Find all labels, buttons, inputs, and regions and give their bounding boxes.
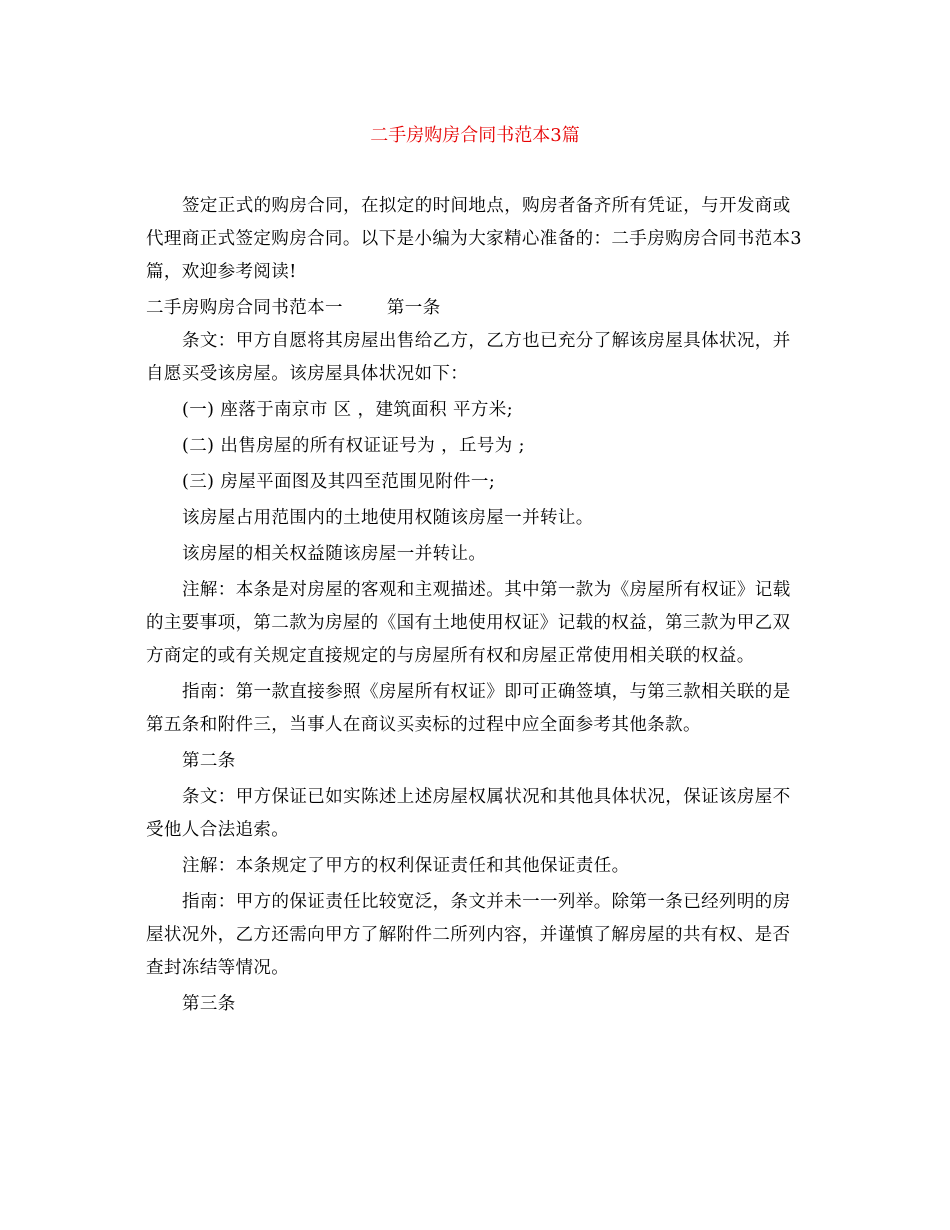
document-title: 二手房购房合同书范本3篇 xyxy=(370,125,580,146)
document-body xyxy=(146,190,806,1024)
section-heading-line xyxy=(146,292,806,325)
article-2-heading: 第二条 xyxy=(182,751,236,771)
article-1-item-1: (一) 座落于南京市 区 ，建筑面积 平方米; xyxy=(182,400,514,420)
article-1-note: 注解：本条是对房屋的客观和主观描述。其中第一款为《房屋所有权证》记载的主要事项，第二款为房屋的《国有土地使用权证》记载的权益，第三款为甲乙双方商定的或有关规定直接规定的与房屋所有权和房屋正常使用相关联的权益。 xyxy=(146,580,791,666)
article-1-heading: 第一条 xyxy=(386,298,441,318)
article-2-note: 注解：本条规定了甲方的权利保证责任和其他保证责任。 xyxy=(182,856,630,876)
article-1-line-4: 该房屋占用范围内的土地使用权随该房屋一并转让。 xyxy=(182,508,594,528)
article-2-text: 条文：甲方保证已如实陈述上述房屋权属状况和其他具体状况，保证该房屋不受他人合法追索。 xyxy=(146,787,791,840)
article-1-line-5: 该房屋的相关权益随该房屋一并转让。 xyxy=(182,544,487,564)
article-3-heading: 第三条 xyxy=(182,994,236,1014)
article-1-item-2: (二) 出售房屋的所有权证证号为 ，丘号为 ; xyxy=(182,436,525,456)
section-heading: 二手房购房合同书范本一 xyxy=(146,298,343,318)
article-2-guide: 指南：甲方的保证责任比较宽泛，条文并未一一列举。除第一条已经列明的房屋状况外，乙方还需向甲方了解附件二所列内容，并谨慎了解房屋的共有权、是否查封冻结等情况。 xyxy=(146,892,791,978)
article-1-text: 条文：甲方自愿将其房屋出售给乙方，乙方也已充分了解该房屋具体状况，并自愿买受该房屋。该房屋具体状况如下： xyxy=(146,331,791,384)
article-1-item-3: (三) 房屋平面图及其四至范围见附件一; xyxy=(182,472,496,492)
intro-paragraph: 签定正式的购房合同，在拟定的时间地点，购房者备齐所有凭证，与开发商或代理商正式签定购房合同。以下是小编为大家精心准备的：二手房购房合同书范本3篇，欢迎参考阅读! xyxy=(146,196,802,282)
article-1-guide: 指南：第一款直接参照《房屋所有权证》即可正确签填，与第三款相关联的是第五条和附件三，当事人在商议买卖标的过程中应全面参考其他条款。 xyxy=(146,682,791,735)
